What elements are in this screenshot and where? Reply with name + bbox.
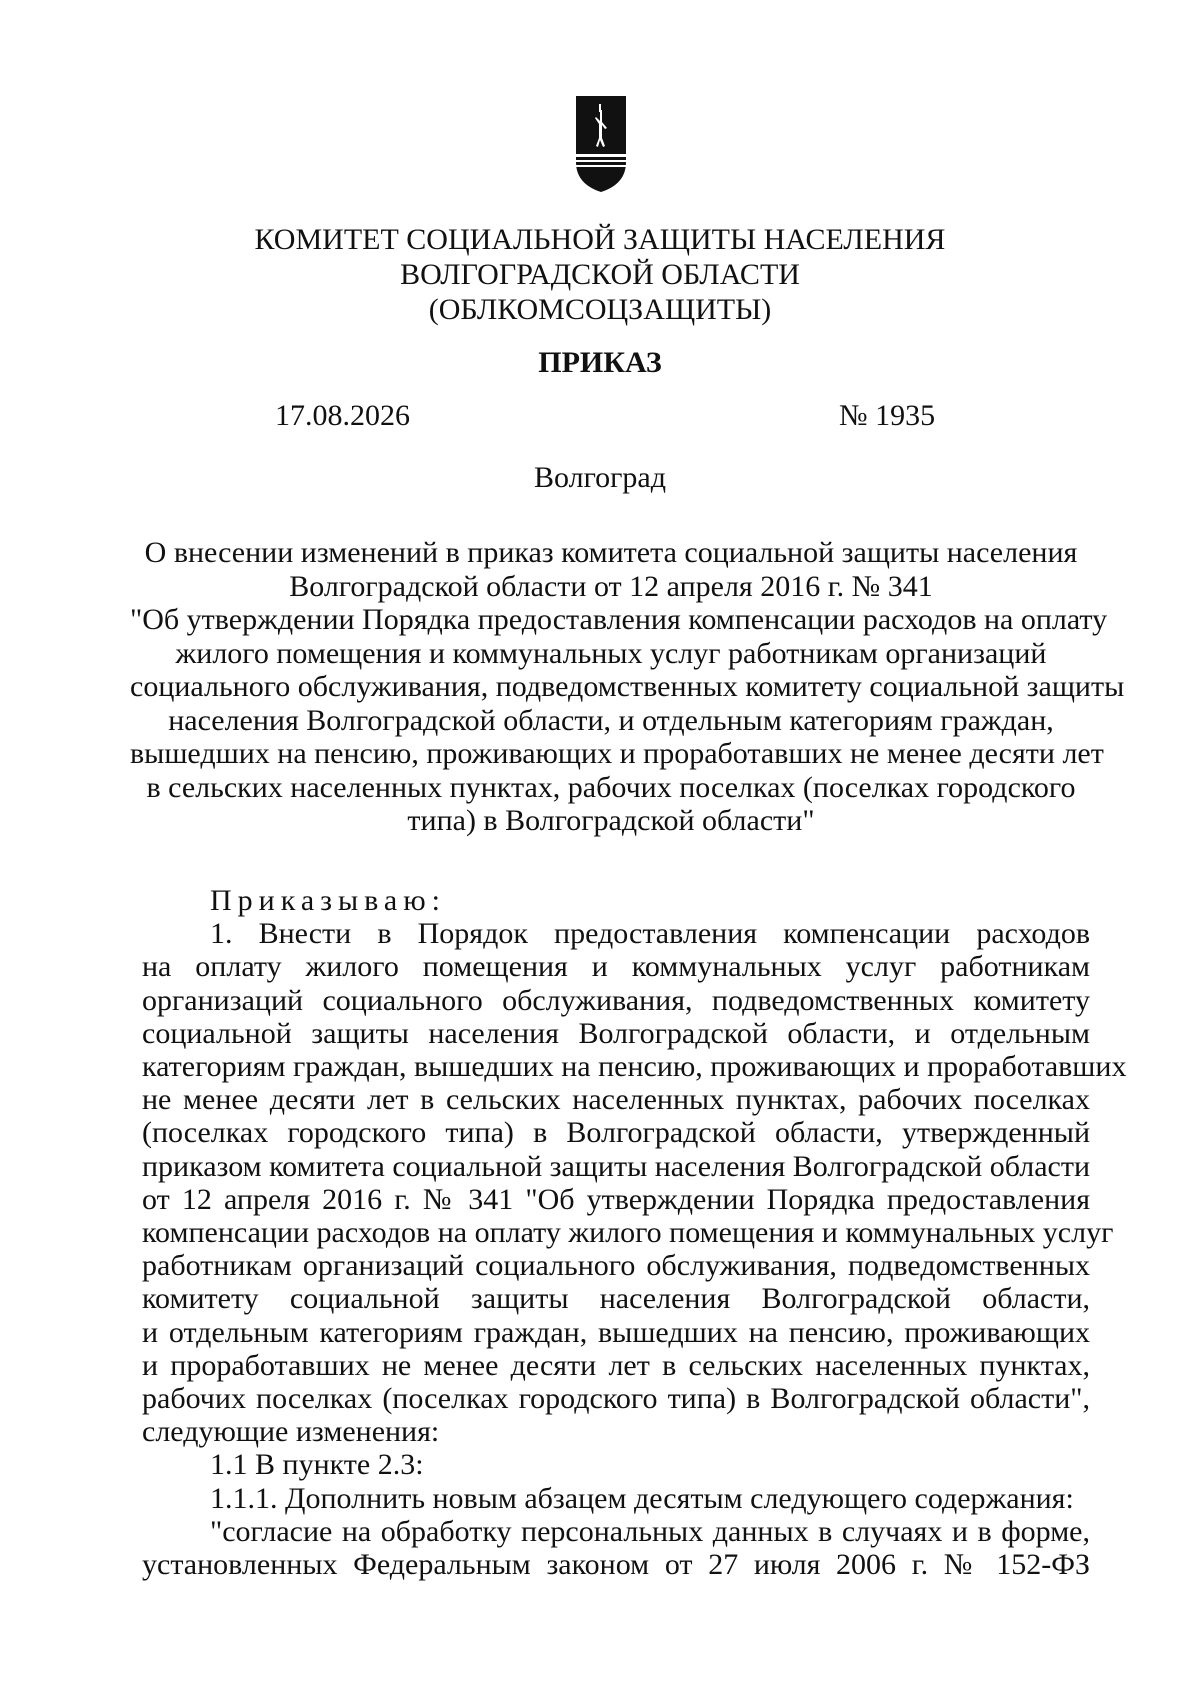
item-1-1: 1.1 В пункте 2.3: xyxy=(210,1448,424,1482)
paragraph-1-line: на оплату жилого помещения и коммунальных услуг работникам xyxy=(142,950,1090,984)
city: Волгоград xyxy=(533,461,667,494)
title-line: в сельских населенных пунктах, рабочих поселках (поселках городского xyxy=(146,770,1076,804)
paragraph-1-line: приказом комитета социальной защиты населения Волгоградской области xyxy=(142,1149,1091,1183)
org-name-line-2: ВОЛГОГРАДСКОЙ ОБЛАСТИ xyxy=(400,258,800,291)
order-directive-word: Приказываю: xyxy=(210,884,446,917)
quote-line: установленных Федеральным законом от 27 июля 2006 г. № 152-ФЗ xyxy=(142,1548,1090,1582)
quote-line: "согласие на обработку персональных данных в случаях и в форме, xyxy=(210,1514,1090,1548)
document-type: ПРИКАЗ xyxy=(538,346,662,379)
paragraph-1-line: категориям граждан, вышедших на пенсию, проживающих и проработавших xyxy=(142,1050,1127,1084)
paragraph-1-line: компенсации расходов на оплату жилого помещения и коммунальных услуг xyxy=(142,1216,1114,1250)
paragraph-1-line: и отдельным категориям граждан, вышедших на пенсию, проживающих xyxy=(142,1315,1090,1349)
paragraph-1-line: работникам организаций социального обслуживания, подведомственных xyxy=(142,1249,1090,1283)
title-line: жилого помещения и коммунальных услуг работникам организаций xyxy=(175,636,1047,670)
title-line: вышедших на пенсию, проживающих и проработавших не менее десяти лет xyxy=(130,737,1104,770)
item-1-1-1: 1.1.1. Дополнить новым абзацем десятым следующего содержания: xyxy=(210,1481,1074,1515)
coat-of-arms-icon xyxy=(574,94,628,194)
paragraph-1-line: (поселках городского типа) в Волгоградской области, утвержденный xyxy=(142,1116,1090,1150)
title-line: О внесении изменений в приказ комитета социальной защиты населения xyxy=(144,536,1078,569)
paragraph-1-line: комитету социальной защиты населения Волгоградской области, xyxy=(142,1282,1090,1316)
paragraph-1-line: рабочих поселках (поселках городского типа) в Волгоградской области", xyxy=(142,1382,1090,1416)
paragraph-1-last-line: следующие изменения: xyxy=(142,1415,440,1449)
order-title xyxy=(130,536,1125,838)
title-line: социального обслуживания, подведомственных комитету социальной защиты xyxy=(130,670,1125,703)
org-name-line-1: КОМИТЕТ СОЦИАЛЬНОЙ ЗАЩИТЫ НАСЕЛЕНИЯ xyxy=(254,223,946,256)
order-date: 17.08.2026 xyxy=(275,399,410,432)
paragraph-1-line: 1. Внести в Порядок предоставления компенсации расходов xyxy=(210,917,1090,951)
order-number: № 1935 xyxy=(839,399,936,432)
order-body xyxy=(142,884,1127,1582)
title-line: Волгоградской области от 12 апреля 2016 г. № 341 xyxy=(289,569,933,603)
title-line: типа) в Волгоградской области" xyxy=(407,804,815,837)
title-line: "Об утверждении Порядка предоставления компенсации расходов на оплату xyxy=(130,603,1108,636)
paragraph-1-line: от 12 апреля 2016 г. № 341 "Об утверждении Порядка предоставления xyxy=(142,1182,1090,1216)
paragraph-1-line: организаций социального обслуживания, подведомственных комитету xyxy=(142,983,1090,1017)
org-abbreviation: (ОБЛКОМСОЦЗАЩИТЫ) xyxy=(428,293,772,326)
paragraph-1-line: и проработавших не менее десяти лет в сельских населенных пунктах, xyxy=(142,1348,1090,1382)
paragraph-1-line: социальной защиты населения Волгоградской области, и отдельным xyxy=(142,1016,1090,1050)
title-line: населения Волгоградской области, и отдельным категориям граждан, xyxy=(168,703,1054,737)
paragraph-1-line: не менее десяти лет в сельских населенных пунктах, рабочих поселках xyxy=(142,1083,1090,1117)
